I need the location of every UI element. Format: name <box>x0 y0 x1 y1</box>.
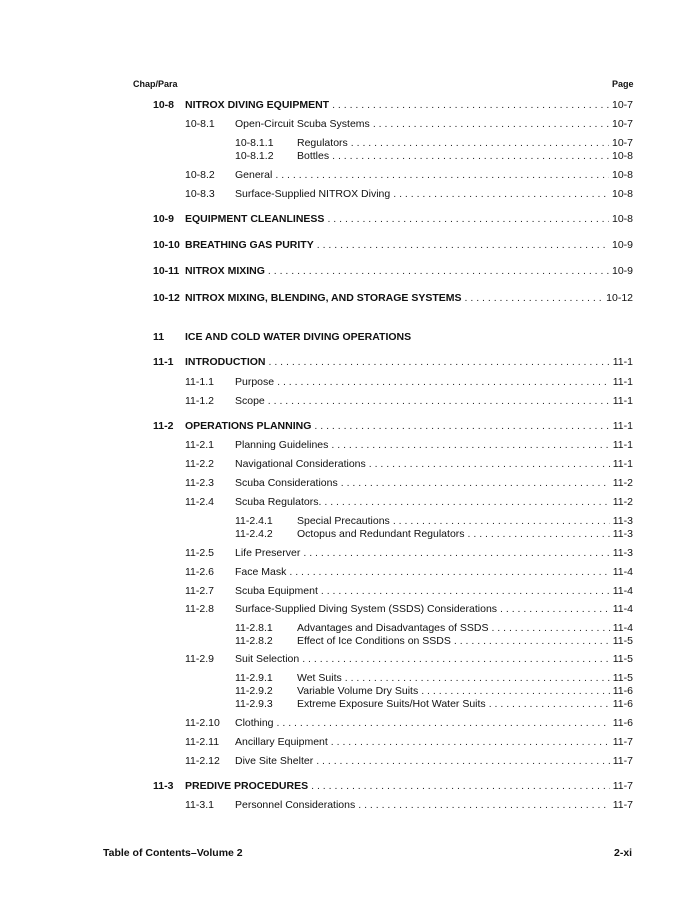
toc-row <box>0 496 695 509</box>
toc-entry <box>235 376 633 389</box>
dot-leader <box>327 213 609 226</box>
toc-row <box>0 356 695 369</box>
toc-row-title: OPERATIONS PLANNING <box>185 420 312 432</box>
toc-row-page: 11-6 <box>612 717 633 729</box>
toc-row-number: 11-2.3 <box>185 477 214 489</box>
toc-row-number: 11-2.7 <box>185 585 214 597</box>
toc-row-number: 11-2.6 <box>185 566 214 578</box>
toc-row-title: NITROX DIVING EQUIPMENT <box>185 99 330 111</box>
dot-leader <box>393 188 609 201</box>
dot-leader <box>277 376 610 389</box>
toc-row-page: 11-1 <box>612 376 633 388</box>
toc-row-page: 11-7 <box>612 780 633 792</box>
toc-row <box>0 685 695 698</box>
toc-row-page: 11-2 <box>612 496 633 508</box>
toc-row-number: 10-8.1 <box>185 118 215 130</box>
toc-row-number: 11-2.10 <box>185 717 220 729</box>
toc-row <box>0 736 695 749</box>
toc-row-page: 11-7 <box>612 799 633 811</box>
toc-row-title: Life Preserver <box>235 547 301 559</box>
dot-leader <box>331 736 610 749</box>
toc-row-number: 10-8.1.2 <box>235 150 274 162</box>
toc-row-title: EQUIPMENT CLEANLINESS <box>185 213 325 225</box>
toc-row-title: Ancillary Equipment <box>235 736 328 748</box>
toc-row-page: 10-9 <box>611 239 633 251</box>
toc-row-title: Scope <box>235 395 265 407</box>
toc-row <box>0 118 695 131</box>
toc-row-page: 10-7 <box>611 118 633 130</box>
toc-row-title: PREDIVE PROCEDURES <box>185 780 309 792</box>
toc-row-title: Dive Site Shelter <box>235 755 314 767</box>
footer-page-number: 2-xi <box>614 847 633 859</box>
toc-entry <box>235 496 633 509</box>
toc-row-number: 11-2.1 <box>185 439 214 451</box>
dot-leader <box>341 477 610 490</box>
footer-title: Table of Contents–Volume 2 <box>103 847 243 859</box>
toc-row-number: 10-8 <box>153 99 175 111</box>
dot-leader <box>373 118 609 131</box>
toc-row-page: 10-8 <box>611 213 633 225</box>
toc-row-title: BREATHING GAS PURITY <box>185 239 314 251</box>
toc-row-title: Surface-Supplied NITROX Diving <box>235 188 391 200</box>
toc-row-number: 11-2.4.1 <box>235 515 273 527</box>
toc-row-number: 11-2.5 <box>185 547 214 559</box>
toc-row-title: Scuba Equipment <box>235 585 318 597</box>
chapter-number: 11 <box>153 331 165 343</box>
toc-row-page: 11-4 <box>612 622 633 634</box>
toc-row-page: 11-4 <box>612 585 633 597</box>
toc-entry <box>297 622 633 635</box>
toc-row-title: Scuba Regulators. <box>235 496 322 508</box>
dot-leader <box>393 515 610 528</box>
dot-leader <box>324 496 609 509</box>
toc-row <box>0 99 695 112</box>
toc-row-page: 11-2 <box>612 477 633 489</box>
toc-entry <box>185 292 633 305</box>
toc-row <box>0 799 695 812</box>
toc-row-title: Advantages and Disadvantages of SSDS <box>297 622 489 634</box>
toc-entry <box>185 780 633 793</box>
toc-row-title: INTRODUCTION <box>185 356 266 368</box>
toc-row-page: 10-8 <box>611 188 633 200</box>
toc-row <box>0 528 695 541</box>
toc-entry <box>235 585 633 598</box>
dot-leader <box>369 458 610 471</box>
dot-leader <box>316 755 610 768</box>
dot-leader <box>332 99 609 112</box>
toc-entry <box>185 265 633 278</box>
toc-entry <box>235 395 633 408</box>
toc-row <box>0 439 695 452</box>
toc-row <box>0 420 695 433</box>
toc-row-title: Planning Guidelines <box>235 439 329 451</box>
toc-row-number: 11-2.12 <box>185 755 220 767</box>
toc-row-number: 11-2.9 <box>185 653 214 665</box>
toc-row <box>0 395 695 408</box>
toc-row-page: 11-6 <box>612 685 633 697</box>
toc-row-number: 11-2.8 <box>185 603 214 615</box>
toc-row-title: Open-Circuit Scuba Systems <box>235 118 370 130</box>
toc-entry <box>235 169 633 182</box>
toc-row <box>0 603 695 616</box>
toc-row-title: Personnel Considerations <box>235 799 356 811</box>
toc-row-page: 11-4 <box>612 603 633 615</box>
toc-entry <box>185 99 633 112</box>
toc-row-number: 11-2 <box>153 420 174 432</box>
dot-leader <box>465 292 604 305</box>
toc-row <box>0 547 695 560</box>
toc-row-number: 11-2.9.2 <box>235 685 273 697</box>
toc-row-page: 11-3 <box>612 528 633 540</box>
toc-entry <box>297 685 633 698</box>
toc-entry <box>235 799 633 812</box>
toc-row-number: 10-9 <box>153 213 175 225</box>
toc-entry <box>235 603 633 616</box>
chapter-title: ICE AND COLD WATER DIVING OPERATIONS <box>185 331 412 343</box>
toc-row-title: NITROX MIXING, BLENDING, AND STORAGE SYSTEMS <box>185 292 462 304</box>
toc-entry <box>297 137 633 150</box>
toc-row-number: 11-1.2 <box>185 395 214 407</box>
toc-row-number: 11-2.8.2 <box>235 635 273 647</box>
toc-row <box>0 150 695 163</box>
dot-leader <box>275 169 609 182</box>
toc-entry <box>235 736 633 749</box>
toc-row-number: 11-2.2 <box>185 458 214 470</box>
toc-row-number: 11-3 <box>153 780 174 792</box>
toc-entry <box>235 717 633 730</box>
toc-row-title: Clothing <box>235 717 274 729</box>
toc-row-title: Special Precautions <box>297 515 390 527</box>
toc-row-number: 11-2.4.2 <box>235 528 273 540</box>
dot-leader <box>351 137 609 150</box>
dot-leader <box>269 356 610 369</box>
toc-row-title: Wet Suits <box>297 672 342 684</box>
toc-row <box>0 137 695 150</box>
toc-row <box>0 239 695 252</box>
toc-entry <box>185 213 633 226</box>
toc-row-page: 11-5 <box>612 635 633 647</box>
dot-leader <box>331 439 609 452</box>
toc-row-page: 10-7 <box>611 99 633 111</box>
toc-entry <box>235 566 633 579</box>
toc-entry <box>297 515 633 528</box>
toc-row-number: 10-11 <box>153 265 180 277</box>
toc-row-number: 11-3.1 <box>185 799 214 811</box>
toc-row <box>0 635 695 648</box>
toc-row-number: 11-2.4 <box>185 496 214 508</box>
toc-entry <box>297 698 633 711</box>
dot-leader <box>277 717 610 730</box>
toc-entry <box>235 547 633 560</box>
toc-entry <box>297 635 633 648</box>
toc-entry <box>185 356 633 369</box>
toc-entry <box>235 439 633 452</box>
toc-entry <box>185 420 633 433</box>
toc-row-page: 11-7 <box>612 755 633 767</box>
toc-row-title: Suit Selection <box>235 653 300 665</box>
toc-row-page: 11-1 <box>612 439 633 451</box>
toc-row-title: Extreme Exposure Suits/Hot Water Suits <box>297 698 486 710</box>
toc-row <box>0 515 695 528</box>
toc-row <box>0 622 695 635</box>
toc-row-number: 11-2.8.1 <box>235 622 273 634</box>
toc-row-number: 10-10 <box>153 239 180 251</box>
toc-row-number: 11-2.11 <box>185 736 220 748</box>
toc-row-page: 11-1 <box>612 458 633 470</box>
toc-row <box>0 265 695 278</box>
toc-row <box>0 458 695 471</box>
toc-entry <box>235 188 633 201</box>
dot-leader <box>314 420 609 433</box>
dot-leader <box>321 585 610 598</box>
toc-row <box>0 376 695 389</box>
dot-leader <box>500 603 610 616</box>
toc-entry <box>185 239 633 252</box>
dot-leader <box>289 566 609 579</box>
toc-row-number: 11-2.9.1 <box>235 672 273 684</box>
toc-row-page: 10-7 <box>611 137 633 149</box>
toc-row-page: 11-6 <box>612 698 633 710</box>
toc-row-page: 10-12 <box>606 292 633 304</box>
toc-row-title: Bottles <box>297 150 330 162</box>
toc-row-title: Variable Volume Dry Suits <box>297 685 419 697</box>
toc-row-title: General <box>235 169 273 181</box>
toc-row <box>0 188 695 201</box>
toc-row-title: Face Mask <box>235 566 287 578</box>
toc-row-number: 11-1 <box>153 356 174 368</box>
header-chap-para: Chap/Para <box>133 79 178 89</box>
toc-row <box>0 292 695 305</box>
dot-leader <box>302 653 610 666</box>
dot-leader <box>489 698 610 711</box>
dot-leader <box>345 672 610 685</box>
toc-row-number: 10-12 <box>153 292 180 304</box>
dot-leader <box>268 395 610 408</box>
toc-row-page: 10-8 <box>611 150 633 162</box>
toc-row-page: 11-1 <box>612 356 633 368</box>
toc-row-title: NITROX MIXING <box>185 265 265 277</box>
dot-leader <box>303 547 609 560</box>
toc-row-page: 11-4 <box>612 566 633 578</box>
dot-leader <box>468 528 610 541</box>
toc-row <box>0 169 695 182</box>
dot-leader <box>454 635 610 648</box>
toc-entry <box>297 150 633 163</box>
toc-row <box>0 755 695 768</box>
toc-row <box>0 477 695 490</box>
toc-row-title: Purpose <box>235 376 275 388</box>
toc-row-page: 11-7 <box>612 736 633 748</box>
toc-row <box>0 780 695 793</box>
toc-entry <box>297 672 633 685</box>
toc-row-number: 10-8.1.1 <box>235 137 274 149</box>
dot-leader <box>317 239 609 252</box>
toc-row-page: 11-3 <box>612 547 633 559</box>
toc-row-title: Surface-Supplied Diving System (SSDS) Considerations <box>235 603 498 615</box>
toc-row <box>0 698 695 711</box>
dot-leader <box>268 265 609 278</box>
toc-row-number: 11-2.9.3 <box>235 698 273 710</box>
toc-row-page: 10-8 <box>611 169 633 181</box>
toc-entry <box>235 653 633 666</box>
toc-row-page: 10-9 <box>611 265 633 277</box>
dot-leader <box>491 622 609 635</box>
toc-entry <box>235 755 633 768</box>
toc-row <box>0 653 695 666</box>
toc-row <box>0 717 695 730</box>
toc-row-number: 10-8.2 <box>185 169 215 181</box>
header-page: Page <box>612 79 634 89</box>
toc-row-title: Octopus and Redundant Regulators <box>297 528 465 540</box>
toc-entry <box>235 118 633 131</box>
toc-row-number: 10-8.3 <box>185 188 215 200</box>
toc-row-page: 11-1 <box>612 395 633 407</box>
toc-row-title: Regulators <box>297 137 348 149</box>
toc-row <box>0 585 695 598</box>
toc-row-number: 11-1.1 <box>185 376 214 388</box>
toc-row-title: Navigational Considerations <box>235 458 366 470</box>
toc-entry <box>297 528 633 541</box>
toc-entry <box>235 458 633 471</box>
toc-row-page: 11-3 <box>612 515 633 527</box>
toc-row <box>0 213 695 226</box>
toc-entry <box>235 477 633 490</box>
toc-row <box>0 566 695 579</box>
toc-row-page: 11-5 <box>612 653 633 665</box>
toc-row-page: 11-1 <box>612 420 633 432</box>
toc-row-title: Effect of Ice Conditions on SSDS <box>297 635 451 647</box>
dot-leader <box>311 780 610 793</box>
dot-leader <box>332 150 609 163</box>
toc-row <box>0 672 695 685</box>
toc-row-page: 11-5 <box>612 672 633 684</box>
toc-row-title: Scuba Considerations <box>235 477 338 489</box>
dot-leader <box>421 685 610 698</box>
dot-leader <box>358 799 610 812</box>
